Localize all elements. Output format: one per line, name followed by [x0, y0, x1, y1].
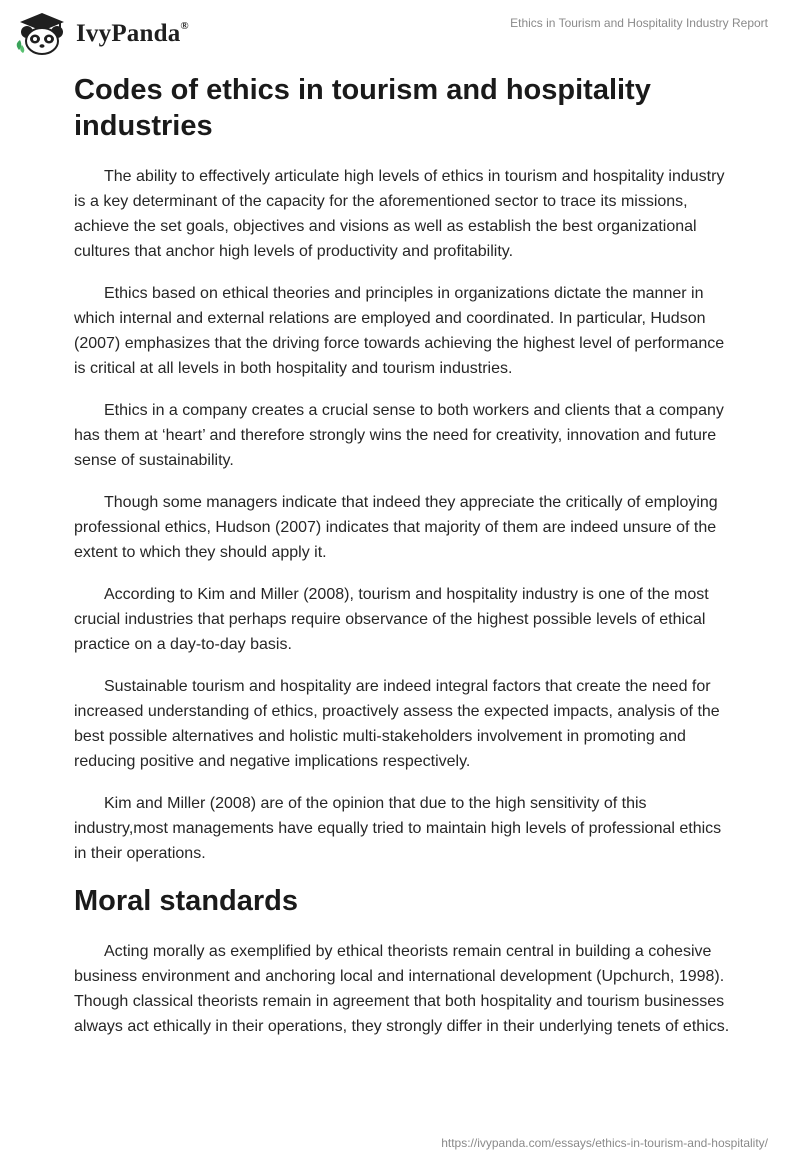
brand-trademark: ® — [180, 19, 189, 32]
paragraph: Acting morally as exemplified by ethical theorists remain central in building a cohesive business environment and anchoring local and international development (Upchurch, 1998). Though classical theorists remain in agreement that both hospitality and tourism businesses always act ethically in their operations, they strongly differ in their underlying tenets of ethics. — [74, 943, 730, 1035]
panda-logo-icon[interactable] — [14, 10, 70, 56]
section-heading-codes-of-ethics: Codes of ethics in tourism and hospitality industries — [74, 74, 651, 142]
running-title: Ethics in Tourism and Hospitality Industry Report — [510, 16, 768, 30]
source-url[interactable]: https://ivypanda.com/essays/ethics-in-tourism-and-hospitality/ — [441, 1136, 768, 1150]
paragraph: According to Kim and Miller (2008), tourism and hospitality industry is one of the most crucial industries that perhaps require observance of the highest possible levels of ethical practice on a day-to-day basis. — [74, 586, 709, 653]
paragraph: Ethics in a company creates a crucial sense to both workers and clients that a company has them at ‘heart’ and therefore strongly wins the need for creativity, innovation and future sense of sustainability. — [74, 402, 724, 469]
paragraph: Ethics based on ethical theories and principles in organizations dictate the manner in which internal and external relations are employed and coordinated. In particular, Hudson (2007) emphasizes that the driving force towards achieving the highest level of performance is critical at all levels in both hospitality and tourism industries. — [74, 285, 725, 377]
brand-name[interactable] — [76, 20, 189, 48]
article-body — [74, 72, 734, 1056]
paragraph: Though some managers indicate that indeed they appreciate the critically of employing professional ethics, Hudson (2007) indicates that majority of them are indeed unsure of the extent to which they should apply it. — [74, 494, 718, 561]
page-header — [0, 0, 800, 70]
paragraph: Sustainable tourism and hospitality are indeed integral factors that create the need for increased understanding of ethics, proactively assess the expected impacts, analysis of the best possible alternatives and holistic multi-stakeholders involvement in promoting and reducing positive and negative implications respectively. — [74, 678, 720, 770]
section-heading-moral-standards: Moral standards — [74, 885, 298, 917]
brand-text: IvyPanda — [76, 20, 181, 47]
paragraph: The ability to effectively articulate high levels of ethics in tourism and hospitality industry is a key determinant of the capacity for the aforementioned sector to trace its missions, achieve the set goals, objectives and visions as well as establish the best organizational cultures that anchor high levels of productivity and profitability. — [74, 168, 725, 260]
paragraph: Kim and Miller (2008) are of the opinion that due to the high sensitivity of this industry,most managements have equally tried to maintain high levels of professional ethics in their operations. — [74, 795, 722, 862]
